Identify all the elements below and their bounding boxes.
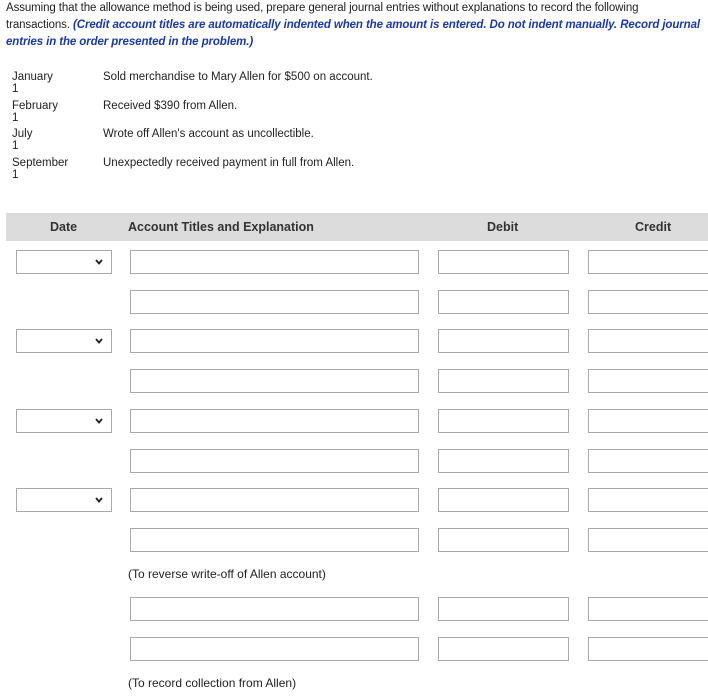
note-reverse-writeoff: (To reverse write-off of Allen account): [128, 567, 326, 581]
credit-input[interactable]: [588, 409, 708, 433]
transaction-description: Sold merchandise to Mary Allen for $500 on account.: [103, 71, 373, 83]
date-select[interactable]: [16, 488, 112, 512]
account-input[interactable]: [130, 290, 419, 314]
note-record-collection: (To record collection from Allen): [128, 676, 297, 690]
debit-input[interactable]: [438, 409, 569, 433]
date-select[interactable]: [16, 329, 112, 353]
transaction-description: Unexpectedly received payment in full from Allen.: [103, 156, 355, 169]
chevron-down-icon: [95, 496, 103, 504]
chevron-down-icon: [95, 337, 103, 345]
date-select[interactable]: [16, 409, 112, 433]
debit-input[interactable]: [438, 369, 569, 393]
credit-input[interactable]: [588, 528, 708, 552]
header-credit: Credit: [635, 220, 672, 234]
account-input[interactable]: [130, 597, 419, 621]
header-date: Date: [50, 220, 78, 234]
account-input[interactable]: [130, 409, 419, 433]
account-input[interactable]: [130, 369, 419, 393]
debit-input[interactable]: [438, 329, 569, 353]
account-input[interactable]: [130, 449, 419, 473]
debit-input[interactable]: [438, 449, 569, 473]
instructions: [6, 0, 704, 51]
debit-input[interactable]: [438, 290, 569, 314]
account-input[interactable]: [130, 329, 419, 353]
account-input[interactable]: [130, 528, 419, 552]
credit-input[interactable]: [588, 369, 708, 393]
instructions-main: Assuming that the allowance method is being used, prepare general journal entries without explanations to record the following transactions.: [6, 2, 639, 31]
header-account: Account Titles and Explanation: [128, 220, 314, 234]
account-input[interactable]: [130, 637, 419, 661]
credit-input[interactable]: [588, 449, 708, 473]
journal-header: [6, 213, 708, 241]
credit-input[interactable]: [588, 250, 708, 274]
credit-input[interactable]: [588, 488, 708, 512]
debit-input[interactable]: [438, 597, 569, 621]
chevron-down-icon: [95, 417, 103, 425]
debit-input[interactable]: [438, 488, 569, 512]
credit-input[interactable]: [588, 329, 708, 353]
credit-input[interactable]: [588, 290, 708, 314]
transaction-description: Wrote off Allen's account as uncollectible.: [103, 128, 314, 140]
transaction-date: September 1: [12, 156, 69, 181]
transaction-description: Received $390 from Allen.: [103, 99, 238, 112]
debit-input[interactable]: [438, 637, 569, 661]
date-select[interactable]: [16, 250, 112, 274]
credit-input[interactable]: [588, 597, 708, 621]
transaction-date: July 1: [12, 128, 33, 152]
chevron-down-icon: [95, 258, 103, 266]
debit-input[interactable]: [438, 528, 569, 552]
instructions-emphasis: (Credit account titles are automatically indented when the amount is entered. Do not indent manually. Record journal entries in the order presented in the problem.): [6, 19, 700, 48]
debit-input[interactable]: [438, 250, 569, 274]
account-input[interactable]: [130, 488, 419, 512]
account-input[interactable]: [130, 250, 419, 274]
transaction-date: February 1: [12, 99, 59, 124]
header-debit: Debit: [487, 220, 519, 234]
credit-input[interactable]: [588, 637, 708, 661]
transaction-date: January 1: [12, 71, 53, 95]
